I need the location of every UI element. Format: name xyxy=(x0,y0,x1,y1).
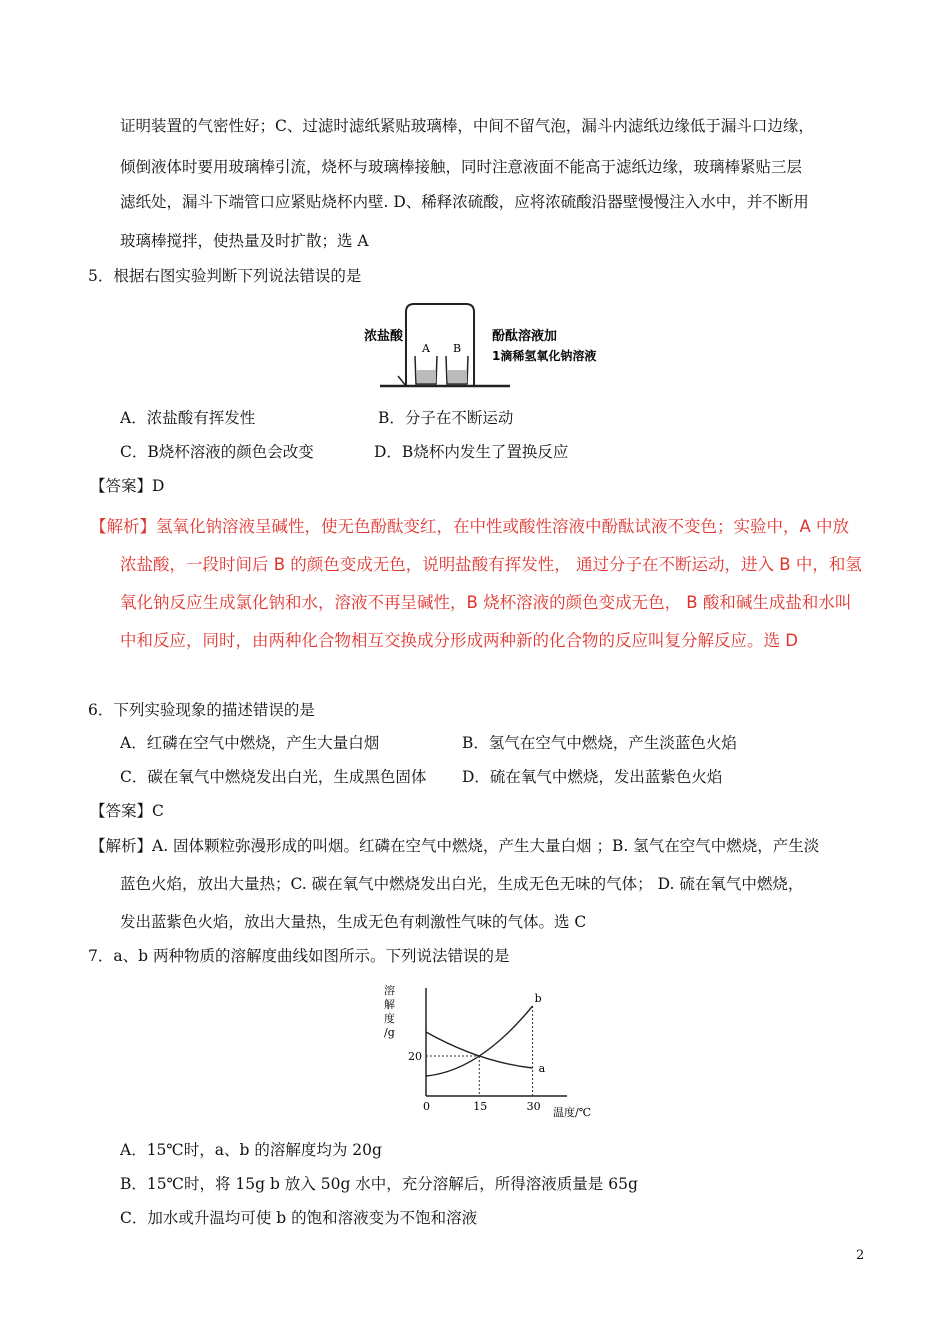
q5-analysis-line-2: 浓盐酸，一段时间后 B 的颜色变成无色，说明盐酸有挥发性， 通过分子在不断运动，进入 B 中，和氢 xyxy=(120,555,862,574)
x-tick-label-15: 15 xyxy=(473,1100,488,1113)
q6-option-a: A．红磷在空气中燃烧，产生大量白烟 xyxy=(120,734,380,752)
q6-option-b: B．氢气在空气中燃烧，产生淡蓝色火焰 xyxy=(462,734,737,752)
solubility-chart xyxy=(378,978,592,1119)
q5-option-c: C．B烧杯溶液的颜色会改变 xyxy=(120,443,314,461)
q5-analysis-line-1: 【解析】氢氧化钠溶液呈碱性，使无色酚酞变红，在中性或酸性溶液中酚酞试液不变色；实验中，A 中放 xyxy=(90,517,850,536)
q5-analysis-line-3: 氧化钠反应生成氯化钠和水，溶液不再呈碱性，B 烧杯溶液的颜色变成无色， B 酸和碱生成盐和水叫 xyxy=(120,593,852,612)
q5-experiment-figure xyxy=(360,300,620,392)
curve-label-b: b xyxy=(534,992,542,1005)
q5-answer: 【答案】D xyxy=(90,477,165,495)
curve-label-a: a xyxy=(538,1062,546,1075)
y-axis-label-char: /g xyxy=(384,1026,395,1039)
curve-a xyxy=(426,1032,533,1068)
q7-stem: 7．a、b 两种物质的溶解度曲线如图所示。下列说法错误的是 xyxy=(88,947,510,965)
q5-right-label-line2: 1滴稀氢氧化钠溶液 xyxy=(492,349,597,363)
q6-stem: 6．下列实验现象的描述错误的是 xyxy=(88,701,315,719)
q5-option-b: B．分子在不断运动 xyxy=(378,409,514,427)
q4-analysis-line-1: 证明装置的气密性好；C、过滤时滤纸紧贴玻璃棒，中间不留气泡，漏斗内滤纸边缘低于漏斗口边缘， xyxy=(120,117,814,135)
q5-option-d: D．B烧杯内发生了置换反应 xyxy=(374,443,569,461)
q5-stem: 5．根据右图实验判断下列说法错误的是 xyxy=(88,267,362,285)
y-tick-label-20: 20 xyxy=(408,1050,422,1063)
q5-left-label: 浓盐酸 xyxy=(364,329,404,344)
q6-analysis-line-1: 【解析】A. 固体颗粒弥漫形成的叫烟。红磷在空气中燃烧，产生大量白烟 ；B. 氢气在空气中燃烧，产生淡 xyxy=(90,837,820,855)
q6-answer: 【答案】C xyxy=(90,802,164,820)
q5-right-label-line1: 酚酞溶液加 xyxy=(492,329,558,344)
q6-analysis-line-3: 发出蓝紫色火焰，放出大量热，生成无色有刺激性气味的气体。选 C xyxy=(120,913,587,931)
q6-option-c: C．碳在氧气中燃烧发出白光，生成黑色固体 xyxy=(120,768,427,786)
q4-analysis-line-3: 滤纸处，漏斗下端管口应紧贴烧杯内壁. D、稀释浓硫酸，应将浓硫酸沿器壁慢慢注入水中，并不断用 xyxy=(120,193,809,211)
y-axis-label-char: 解 xyxy=(384,998,395,1011)
q5-option-a: A．浓盐酸有挥发性 xyxy=(120,409,256,427)
q5-analysis-line-4: 中和反应，同时，由两种化合物相互交换成分形成两种新的化合物的反应叫复分解反应。选 D xyxy=(120,631,798,650)
q7-option-a: A．15℃时，a、b 的溶解度均为 20g xyxy=(120,1141,382,1159)
y-axis-label-char: 度 xyxy=(384,1012,395,1025)
q4-analysis-line-4: 玻璃棒搅拌，使热量及时扩散；选 A xyxy=(120,232,369,250)
y-axis-label-char: 溶 xyxy=(384,984,395,997)
x-axis-label: 温度/℃ xyxy=(553,1106,592,1119)
x-tick-label-30: 30 xyxy=(526,1100,541,1113)
q4-analysis-line-2: 倾倒液体时要用玻璃棒引流，烧杯与玻璃棒接触，同时注意液面不能高于滤纸边缘，玻璃棒紧贴三层 xyxy=(120,158,803,176)
q6-analysis-line-2: 蓝色火焰，放出大量热；C. 碳在氧气中燃烧发出白光，生成无色无味的气体； D. 硫在氧气中燃烧， xyxy=(120,875,804,893)
q7-option-b: B．15℃时，将 15g b 放入 50g 水中，充分溶解后，所得溶液质量是 65g xyxy=(120,1175,638,1193)
q5-beaker-a-label: A xyxy=(422,342,430,355)
page-number: 2 xyxy=(856,1248,865,1263)
q5-beaker-b-label: B xyxy=(453,342,462,355)
q6-option-d: D．硫在氧气中燃烧，发出蓝紫色火焰 xyxy=(462,768,723,786)
q7-option-c: C．加水或升温均可使 b 的饱和溶液变为不饱和溶液 xyxy=(120,1209,478,1227)
x-tick-label-0: 0 xyxy=(423,1100,430,1113)
